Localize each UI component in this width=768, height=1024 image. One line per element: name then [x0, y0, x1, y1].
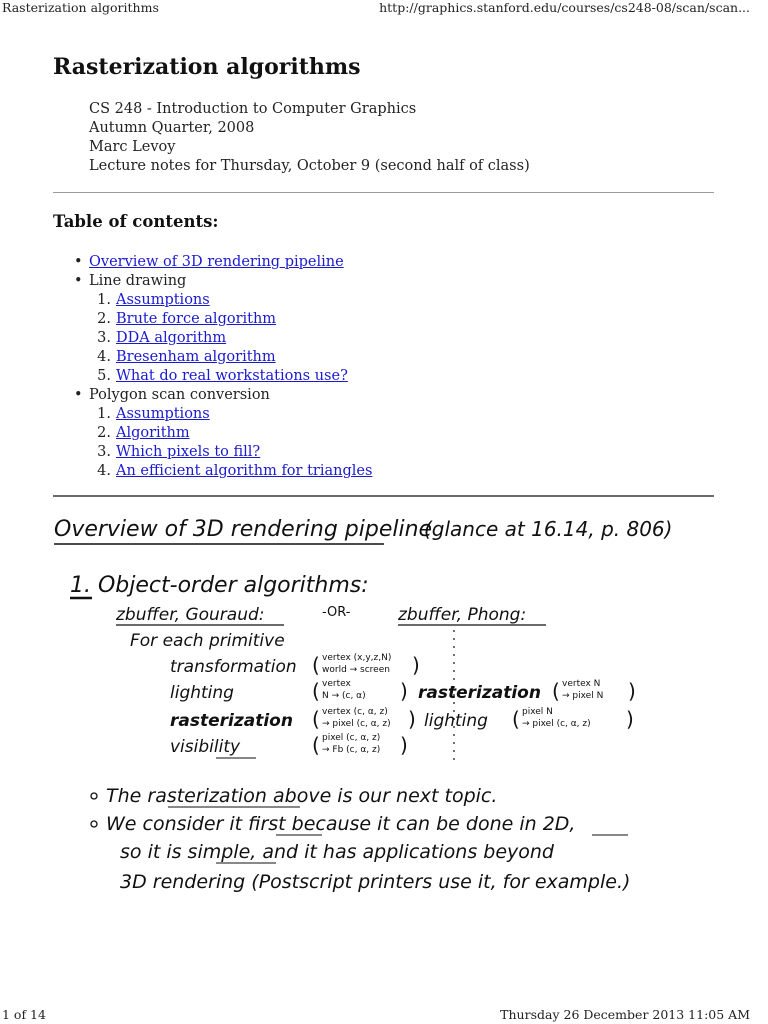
- toc-link-bresenham[interactable]: Bresenham algorithm: [116, 349, 276, 365]
- note-line: vertex N: [562, 679, 601, 689]
- page-title: Rasterization algorithms: [53, 54, 361, 80]
- print-header: [0, 0, 768, 18]
- section-title: 1. Object-order algorithms:: [70, 573, 369, 598]
- step-lighting: lighting: [170, 683, 234, 703]
- toc-link-assumptions[interactable]: Assumptions: [116, 292, 210, 308]
- paren-close: ): [400, 733, 408, 757]
- toc-item: [74, 386, 372, 481]
- toc-section-line-drawing: Line drawing: [89, 273, 187, 289]
- note-line: → Fb (c, α, z): [322, 745, 381, 755]
- bullet-icon: [91, 821, 97, 827]
- toc-heading: Table of contents:: [53, 212, 219, 231]
- toc-link-dda[interactable]: DDA algorithm: [116, 330, 227, 346]
- toc-subitem: [89, 462, 372, 481]
- left-notes: [312, 653, 420, 757]
- toc-subitem: [89, 443, 372, 462]
- lecture-date: Lecture notes for Thursday, October 9 (second half of class): [89, 158, 530, 174]
- bullet-icon: •: [74, 387, 83, 403]
- step-visibility: visibility: [170, 737, 241, 757]
- or-label: -OR-: [322, 605, 351, 620]
- note-bullet-3: so it is simple, and it has applications beyond: [120, 841, 554, 863]
- toc-subitem: [89, 424, 372, 443]
- note-bullet-4: 3D rendering (Postscript printers use it, for example.): [120, 871, 631, 893]
- toc-sublist: [74, 405, 372, 481]
- print-header-title: Rasterization algorithms: [2, 0, 159, 15]
- right-step-lighting: lighting: [424, 711, 488, 731]
- toc-link-algorithm[interactable]: Algorithm: [116, 425, 190, 441]
- note-line: N → (c, α): [322, 691, 366, 701]
- item-number: 1.: [97, 406, 111, 422]
- toc-subitem: [89, 348, 372, 367]
- item-number: 4.: [97, 463, 111, 479]
- paren-open: (: [312, 733, 320, 757]
- print-timestamp: Thursday 26 December 2013 11:05 AM: [500, 1007, 750, 1022]
- item-number: 4.: [97, 349, 111, 365]
- notes-heading: Overview of 3D rendering pipeline: [54, 517, 433, 542]
- divider: [53, 192, 714, 193]
- step-transformation: transformation: [170, 657, 297, 677]
- note-line: pixel (c, α, z): [322, 733, 381, 743]
- notes-heading-aside: (glance at 16.14, p. 806): [424, 517, 673, 541]
- note-line: vertex (x,y,z,N): [322, 653, 392, 663]
- note-line: → pixel (c, α, z): [522, 719, 591, 729]
- paren-open: (: [312, 653, 320, 677]
- note-line: → pixel (c, α, z): [322, 719, 391, 729]
- paren-close: ): [408, 707, 416, 731]
- paren-close: ): [628, 679, 636, 703]
- toc-link-overview[interactable]: Overview of 3D rendering pipeline: [89, 254, 344, 270]
- paren-close: ): [626, 707, 634, 731]
- print-header-url: http://graphics.stanford.edu/courses/cs248-08/scan/scan...: [379, 0, 750, 15]
- toc-item: [74, 253, 372, 272]
- toc-link-which-pixels[interactable]: Which pixels to fill?: [116, 444, 261, 460]
- right-column-title: zbuffer, Phong:: [398, 605, 527, 625]
- note-line: vertex (c, α, z): [322, 707, 388, 717]
- toc-link-poly-assumptions[interactable]: Assumptions: [116, 406, 210, 422]
- bullet-icon: [91, 793, 97, 799]
- quarter: Autumn Quarter, 2008: [89, 120, 255, 136]
- divider: [53, 495, 714, 497]
- author: Marc Levoy: [89, 139, 176, 155]
- paren-close: ): [412, 653, 420, 677]
- bullet-icon: •: [74, 273, 83, 289]
- toc-sublist: [74, 291, 372, 386]
- note-line: pixel N: [522, 707, 553, 717]
- item-number: 3.: [97, 444, 111, 460]
- item-number: 2.: [97, 311, 111, 327]
- toc-link-brute-force[interactable]: Brute force algorithm: [116, 311, 277, 327]
- note-bullet-2: We consider it first because it can be done in 2D,: [106, 813, 576, 835]
- toc-link-workstations[interactable]: What do real workstations use?: [116, 368, 348, 384]
- right-step-rasterization: rasterization: [418, 683, 541, 703]
- item-number: 5.: [97, 368, 111, 384]
- toc-subitem: [89, 310, 372, 329]
- bullet-icon: •: [74, 254, 83, 270]
- paren-open: (: [552, 679, 560, 703]
- toc-subitem: [89, 291, 372, 310]
- toc-subitem: [89, 329, 372, 348]
- note-bullet-1: The rasterization above is our next topic.: [106, 785, 498, 807]
- paren-open: (: [312, 679, 320, 703]
- item-number: 2.: [97, 425, 111, 441]
- course-meta: [89, 100, 530, 176]
- table-of-contents: [74, 253, 372, 481]
- note-line: vertex: [322, 679, 351, 689]
- toc-link-triangles[interactable]: An efficient algorithm for triangles: [116, 463, 373, 479]
- print-footer: [0, 1004, 768, 1022]
- paren-close: ): [400, 679, 408, 703]
- paren-open: (: [312, 707, 320, 731]
- paren-open: (: [512, 707, 520, 731]
- course-name: CS 248 - Introduction to Computer Graphics: [89, 101, 417, 117]
- toc-section-polygon-scan: Polygon scan conversion: [89, 387, 270, 403]
- page-count: 1 of 14: [2, 1007, 46, 1022]
- for-each-primitive: For each primitive: [130, 631, 285, 651]
- item-number: 1.: [97, 292, 111, 308]
- item-number: 3.: [97, 330, 111, 346]
- toc-subitem: [89, 367, 372, 386]
- toc-subitem: [89, 405, 372, 424]
- left-column-title: zbuffer, Gouraud:: [116, 605, 265, 625]
- toc-item: [74, 272, 372, 386]
- note-line: → pixel N: [562, 691, 604, 701]
- step-rasterization: rasterization: [170, 711, 293, 731]
- handwritten-notes: [40, 500, 740, 910]
- note-line: world → screen: [322, 665, 390, 675]
